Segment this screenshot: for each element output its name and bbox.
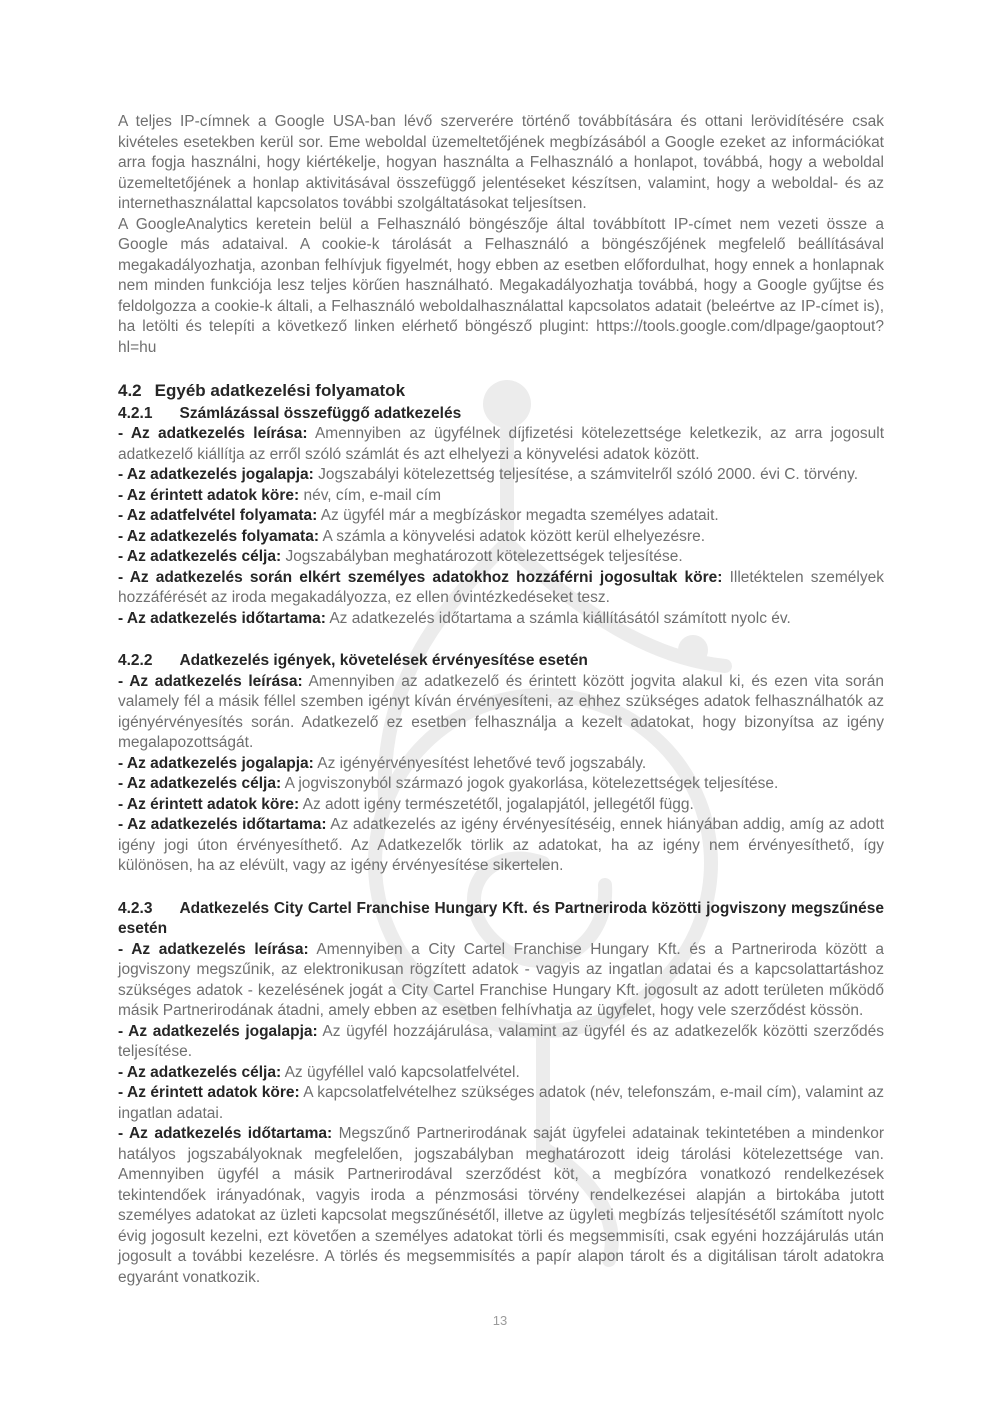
- item-text: Megszűnő Partnerirodának saját ügyfelei adatainak tekintetében a mindenkor hatályos jogszabályoknak megfelelően, jogszabályban meghatározott ideig tárolási kötelezettsége van. Amennyiben ügyfél a másik Partnerirodával szerződést köt, a megbízóra vonatkozó rendelkezések tekintendőek irányadónak, vagyis iroda a pénzmosási törvény rendelkezései alapján a birtokába jutott személyes adatokat az üzleti kapcsolat megszűnésétől, illetve az ügyleti megbízás teljesítésétől számított nyolc évig jogosult kezelni, ezt követően a személyes adatokat törli és megsemmisíti, csak egyéni hozzájárulás után jogosult a további kezelésre. A törlés és megsemmisítés a papír alapon tárolt és a digitálisan tárolt adatokra egyaránt vonatkozik.: [118, 1125, 885, 1286]
- intro-paragraph-1: A teljes IP-címnek a Google USA-ban lévő szerverére történő továbbítására és ottani lerövidítésére csak kivételes esetekben kerül sor. Eme weboldal üzemeltetőjének megbízásából a Google ezeket az információkat arra fogja használni, hogy kiértékelje, hogyan használta a Felhasználó a honlapot, továbbá, hogy a weboldal üzemeltetőjének a honlap aktivitásával összefüggő jelentéseket készítsen, valamint, hogy a weboldal- és az internethasználattal kapcsolatos további szolgáltatásokat teljesítsen.: [118, 113, 884, 212]
- subsection-number: 4.2.3: [118, 899, 153, 917]
- item-text: A jogviszonyból származó jogok gyakorlása, kötelezettségek teljesítése.: [284, 775, 779, 792]
- item-label: - Az adatkezelés leírása:: [118, 425, 308, 442]
- data-item: [118, 568, 884, 609]
- subsection-heading-4-2-1: [118, 404, 884, 425]
- item-label: - Az adatkezelés jogalapja:: [118, 1022, 318, 1040]
- item-text: Az ügyfél hozzájárulása, valamint az ügyfél és az adatkezelők közötti szerződés teljesítése.: [118, 1022, 885, 1060]
- item-text: Amennyiben az ügyfélnek díjfizetési kötelezettsége keletkezik, az arra jogosult adatkezelő kiállítja az erről szóló számlát és azt elhelyezi a könyvelési adatok között.: [118, 425, 885, 463]
- subsection-number: 4.2.2: [118, 652, 153, 669]
- item-text: Az adatkezelés időtartama a számla kiállításától számított nyolc év.: [329, 609, 791, 627]
- section-number: 4.2: [118, 381, 142, 400]
- data-item: [118, 1124, 884, 1288]
- intro-paragraph-2-text: A GoogleAnalytics keretein belül a Felhasználó böngészője által továbbított IP-címet nem vezeti össze a Google más adataival. A cookie-k tárolását a Felhasználó a böngészőjének megfelelő beállításával megakadályozhatja, azonban felhívjuk figyelmét, hogy ebben az esetben előfordulhat, hogy ennek a honlapnak nem minden funkciója lesz teljes körűen használható. Megakadályozhatja továbbá, hogy a Google gyűjtse és feldolgozza a cookie-k általi, a Felhasználó weboldalhasználattal kapcsolatos adatait (beleértve az IP-címet is), ha letölti és telepíti a következő linken elérhető böngésző plugint:: [118, 215, 884, 335]
- page-number: 13: [492, 1313, 508, 1328]
- data-item: [118, 1063, 884, 1084]
- data-item: [118, 1022, 884, 1063]
- section-heading-4-2: [118, 381, 884, 402]
- data-item: [118, 547, 884, 568]
- subsection-number: 4.2.1: [118, 404, 153, 422]
- subsection-title: Számlázással összefüggő adatkezelés: [179, 404, 462, 422]
- item-text: név, cím, e-mail cím: [303, 486, 441, 504]
- data-item: [118, 940, 884, 1022]
- data-item: [118, 815, 884, 877]
- item-text: Illetéktelen személyek hozzáférését az iroda megakadályozza, ez ellen óvintézkedéseket tesz.: [118, 568, 884, 606]
- data-item: [118, 424, 884, 465]
- document-body: [118, 112, 884, 1288]
- item-label: - Az érintett adatok köre:: [118, 486, 300, 504]
- item-label: - Az adatkezelés időtartama:: [118, 609, 326, 627]
- item-text: Az adatkezelés az igény érvényesítéséig, ennek hiányában addig, amíg az adott igény jogi úton érvényesíthető. Az Adatkezelők törlik az adatokat, ha az igény nem érvényesíthető, így különösen, ha az elévült, vagy az igény érvényesítése sikertelen.: [118, 816, 885, 874]
- section-title: Egyéb adatkezelési folyamatok: [154, 381, 406, 400]
- item-text: A számla a könyvelési adatok között kerül elhelyezésre.: [322, 527, 705, 545]
- item-text: Az ügyfél már a megbízáskor megadta személyes adatait.: [320, 507, 719, 524]
- item-label: - Az adatfelvétel folyamata:: [118, 507, 318, 524]
- data-item: [118, 527, 884, 548]
- subsection-title: Adatkezelés igények, követelések érvényesítése esetén: [179, 652, 588, 669]
- item-label: - Az érintett adatok köre:: [118, 795, 300, 813]
- subsection-heading-4-2-2: [118, 651, 884, 672]
- intro-paragraph-2: [118, 215, 884, 359]
- item-label: - Az adatkezelés folyamata:: [118, 527, 320, 545]
- item-label: - Az adatkezelés leírása:: [118, 940, 309, 958]
- item-text: Az igényérvényesítést lehetővé tevő jogszabály.: [317, 754, 647, 772]
- data-item: [118, 609, 884, 630]
- gaoptout-link[interactable]: https://tools.google.com/dlpage/gaoptout?hl=hu: [118, 318, 884, 356]
- item-label: - Az adatkezelés leírása:: [118, 672, 303, 690]
- item-text: Jogszabályi kötelezettség teljesítése, a számvitelről szóló 2000. évi C. törvény.: [318, 466, 859, 483]
- item-text: Amennyiben az adatkezelő és érintett között jogvita alakul ki, és ezen vita során valamely fél a másik féllel szemben igényt kíván érvényesíteni, az ehhez szükséges adatok felhasználhatók az igényérvényesítés során. Adatkezelő ez esetben felhasználja a kezelt adatokat, hogy bizonyítsa az igény megalapozottságát.: [118, 672, 885, 751]
- item-label: - Az adatkezelés célja:: [118, 548, 282, 565]
- data-item: [118, 795, 884, 816]
- data-item: [118, 465, 884, 486]
- data-item: [118, 486, 884, 507]
- item-label: - Az adatkezelés időtartama:: [118, 1125, 333, 1142]
- item-text: Amennyiben a City Cartel Franchise Hungary Kft. és a Partneriroda között a jogviszony megszűnik, az elektronikusan rögzített adatok - vagyis az ingatlan adatai és a kapcsolattartáshoz szükséges adatok - kezelésének jogát a City Cartel Franchise Hungary Kft. jogosult az adott területen működő másik Partnerirodának átadni, amely ebben az esetben felhívhatja az ügyfelet, hogy vele szerződést kössön.: [118, 940, 885, 1019]
- item-label: - Az adatkezelés célja:: [118, 1063, 282, 1081]
- subsection-title: Adatkezelés City Cartel Franchise Hungary Kft. és Partneriroda közötti jogviszony megszűnése esetén: [118, 899, 884, 937]
- item-text: Az ügyféllel való kapcsolatfelvétel.: [284, 1063, 520, 1081]
- item-text: Jogszabályban meghatározott kötelezettségek teljesítése.: [285, 548, 683, 565]
- subsection-heading-4-2-3: [118, 899, 884, 940]
- item-label: - Az adatkezelés során elkért személyes adatokhoz hozzáférni jogosultak köre:: [118, 568, 723, 586]
- data-item: [118, 754, 884, 775]
- item-text: Az adott igény természetétől, jogalapjától, jellegétől függ.: [302, 795, 694, 813]
- item-label: - Az adatkezelés időtartama:: [118, 816, 327, 833]
- item-text: A kapcsolatfelvételhez szükséges adatok (név, telefonszám, e-mail cím), valamint az ingatlan adatai.: [118, 1084, 884, 1122]
- data-item: [118, 774, 884, 795]
- item-label: - Az adatkezelés célja:: [118, 775, 282, 792]
- item-label: - Az adatkezelés jogalapja:: [118, 754, 314, 772]
- item-label: - Az adatkezelés jogalapja:: [118, 466, 314, 483]
- item-label: - Az érintett adatok köre:: [118, 1084, 300, 1101]
- data-item: [118, 672, 884, 754]
- data-item: [118, 506, 884, 527]
- data-item: [118, 1083, 884, 1124]
